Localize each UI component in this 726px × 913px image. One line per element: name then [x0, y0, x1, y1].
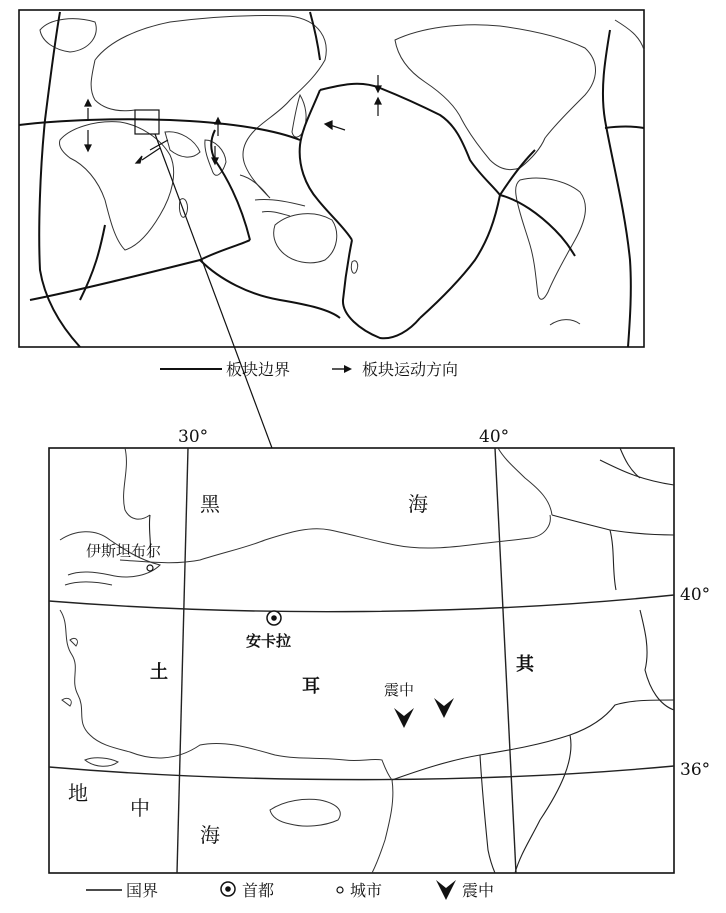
legend-capital-icon — [221, 882, 235, 896]
lat-label-40: 40° — [680, 585, 711, 605]
ankara-capital-marker — [267, 611, 281, 625]
world-legend — [160, 360, 458, 379]
turkey-legend — [86, 880, 494, 900]
mediterranean-label-1: 地 — [68, 781, 88, 805]
black-sea-label-2: 海 — [408, 492, 428, 516]
world-map-frame — [19, 10, 644, 347]
world-coastlines — [40, 15, 644, 325]
country-label-2: 耳 — [302, 676, 320, 697]
black-sea-label-1: 黑 — [200, 492, 220, 516]
inset-marker — [135, 110, 159, 134]
epicenter-label: 震中 — [384, 681, 415, 699]
legend-epicenter-label: 震中 — [462, 881, 495, 900]
mediterranean-label-2: 中 — [130, 796, 150, 820]
legend-capital-label: 首都 — [242, 881, 275, 900]
epicenter-marker-2 — [434, 698, 454, 718]
mediterranean-label-3: 海 — [200, 823, 220, 847]
legend-boundary-label: 板块边界 — [226, 360, 291, 379]
epicenter-marker-1 — [394, 708, 414, 728]
legend-arrow-icon — [332, 365, 352, 373]
istanbul-label: 伊斯坦布尔 — [86, 542, 162, 560]
legend-city-icon — [337, 887, 343, 893]
legend-border-label: 国界 — [126, 881, 159, 900]
turkey-map — [49, 427, 710, 873]
legend-epicenter-icon — [436, 880, 456, 900]
country-label-3: 其 — [516, 654, 534, 675]
inset-leader-lines — [140, 134, 272, 448]
istanbul-city-marker — [147, 565, 153, 571]
country-label-1: 土 — [150, 662, 168, 683]
legend-motion-label: 板块运动方向 — [362, 360, 459, 379]
world-map — [19, 10, 644, 347]
legend-city-label: 城市 — [350, 881, 383, 900]
lon-label-40: 40° — [479, 427, 510, 447]
lon-label-30: 30° — [178, 427, 209, 447]
lat-label-36: 36° — [680, 760, 711, 780]
cyprus-outline — [270, 799, 340, 826]
ankara-label: 安卡拉 — [246, 632, 292, 650]
